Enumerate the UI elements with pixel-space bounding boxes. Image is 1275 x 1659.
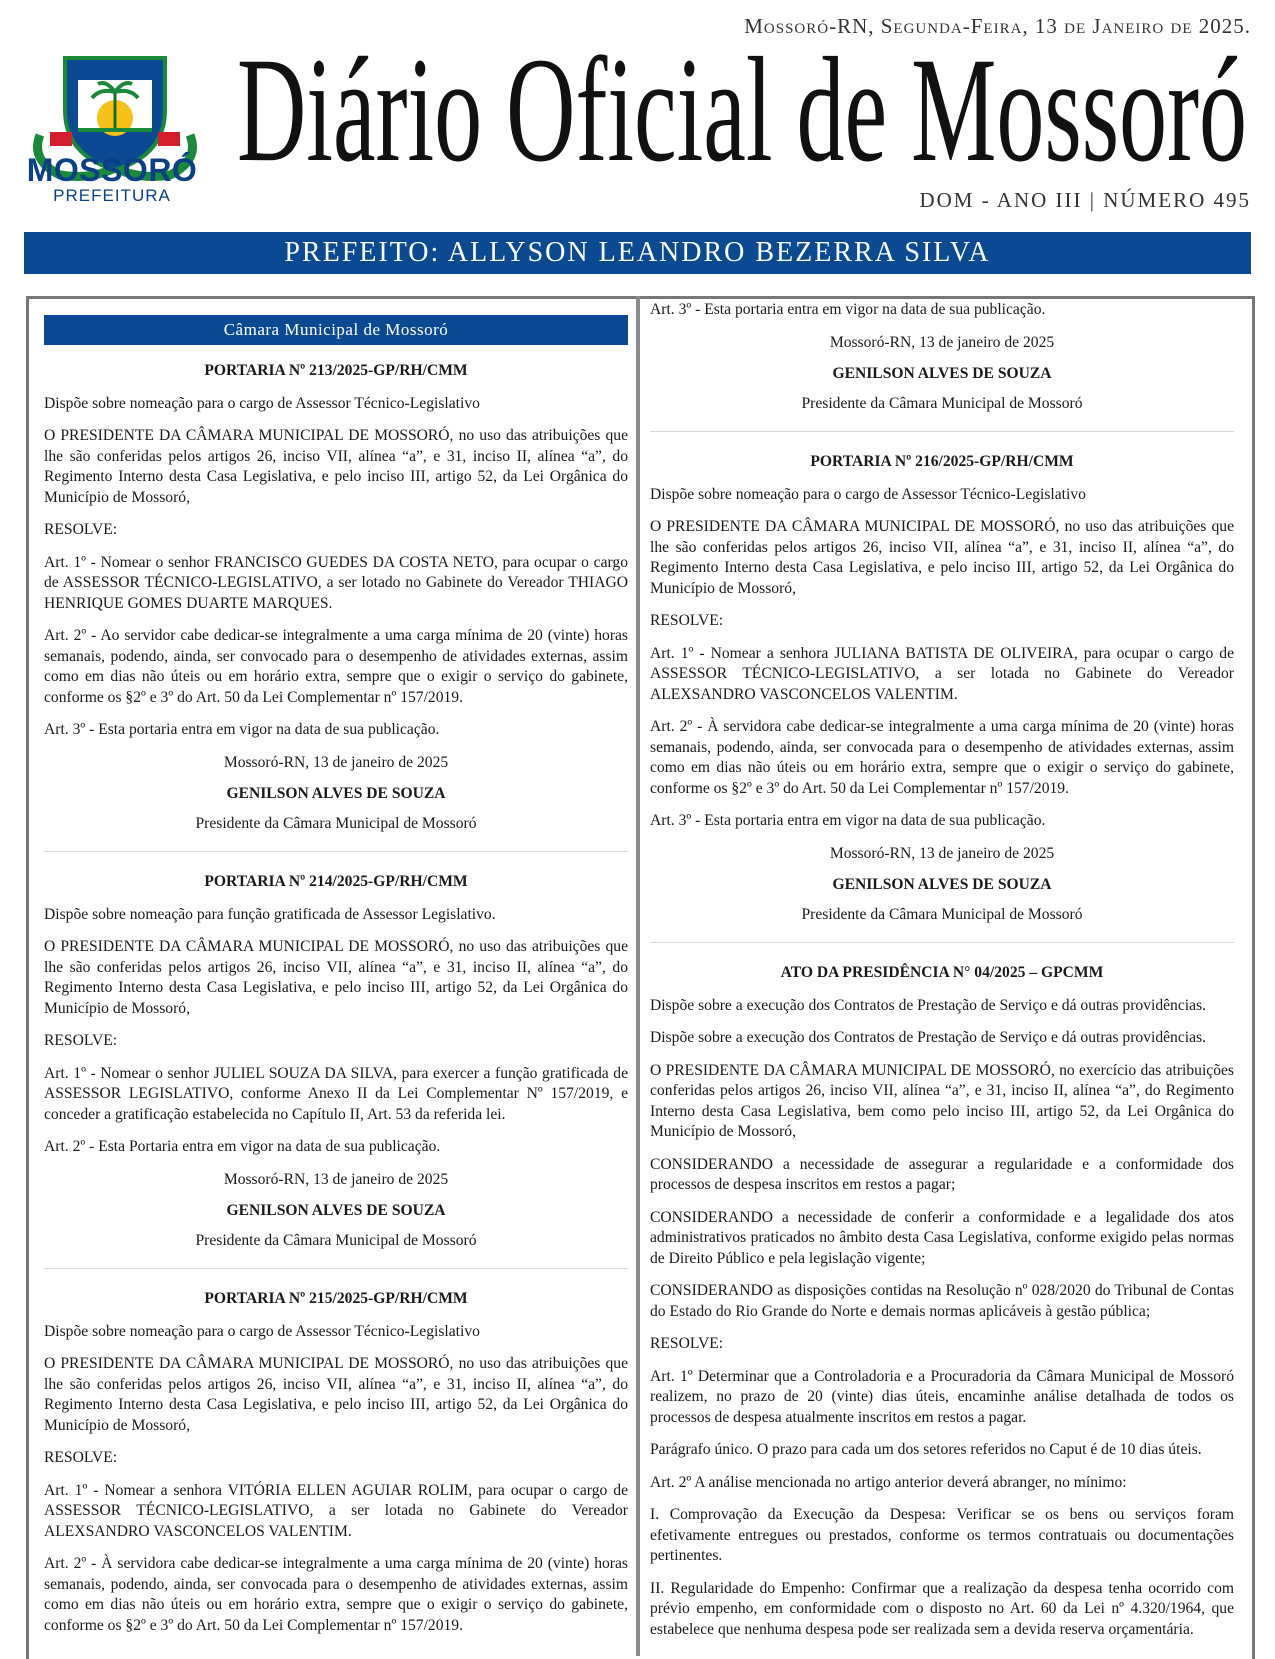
signer-role: Presidente da Câmara Municipal de Mossoró — [195, 815, 477, 832]
article-2: Art. 2º - Esta Portaria entra em vigor na data de sua publicação. — [44, 1138, 441, 1155]
doc-title: PORTARIA Nº 213/2025-GP/RH/CMM — [204, 362, 468, 379]
article-1: Art. 1º - Nomear o senhor JULIEL SOUZA DA SILVA, para exercer a função gratificada de ASSESSOR LEGISLATIVO, conforme Anexo II da Lei Complementar Nº 157/2019, e conceder a gratificação estabelecida no Capítulo II, Art. 53 da referida lei. — [44, 1064, 628, 1123]
right-column — [650, 300, 1234, 1652]
section-header: Câmara Municipal de Mossoró — [44, 315, 628, 345]
summary: Dispõe sobre a execução dos Contratos de Prestação de Serviço e dá outras providências. — [650, 996, 1206, 1014]
mayor-banner — [24, 232, 1251, 274]
signature-date: Mossoró-RN, 13 de janeiro de 2025 — [829, 844, 1055, 862]
resolve: RESOLVE: — [650, 612, 724, 629]
ato-presidencia-04 — [650, 963, 1234, 1640]
separator — [44, 851, 628, 852]
doc-title: PORTARIA Nº 214/2025-GP/RH/CMM — [204, 873, 468, 890]
doc-title: PORTARIA Nº 216/2025-GP/RH/CMM — [810, 453, 1074, 470]
article-2: Art. 2º A análise mencionada no artigo anterior deverá abranger, no mínimo: — [650, 1473, 1127, 1491]
article-2: Art. 2º - Ao servidor cabe dedicar-se integralmente a uma carga mínima de 20 (vinte) horas semanais, podendo, ainda, ser convocado para o desempenho de atividades externas, assim como em dias não úteis ou em horário extra, sempre que o exigir o serviço do gabinete, conforme os §2º e 3º do Art. 50 da Lei Complementar nº 157/2019. — [44, 627, 628, 706]
portaria-215-continued — [650, 300, 1234, 413]
signature-date: Mossoró-RN, 13 de janeiro de 2025 — [223, 753, 449, 771]
edition-number: DOM - ANO III | NÚMERO 495 — [919, 188, 1251, 212]
mayor-name: PREFEITO: ALLYSON LEANDRO BEZERRA SILVA — [284, 237, 991, 268]
summary-repeat: Dispõe sobre a execução dos Contratos de Prestação de Serviço e dá outras providências. — [650, 1029, 1206, 1046]
separator — [650, 942, 1234, 943]
article-1: Art. 1º - Nomear a senhora VITÓRIA ELLEN AGUIAR ROLIM, para ocupar o cargo de ASSESSOR TÉCNICO-LEGISLATIVO, a ser lotada no Gabinete do Vereador ALEXSANDRO VASCONCELOS VALENTIM. — [44, 1481, 628, 1540]
item-1: I. Comprovação da Execução da Despesa: Verificar se os bens ou serviços foram efetivamente entregues ou prestados, conforme os termos contratuais ou documentações pertinentes. — [650, 1506, 1234, 1564]
signer-name: GENILSON ALVES DE SOUZA — [832, 365, 1052, 382]
separator — [650, 431, 1234, 432]
considerando-1: CONSIDERANDO a necessidade de assegurar a regularidade e a conformidade dos processos de despesa inscritos em restos a pagar; — [650, 1155, 1234, 1193]
left-column — [44, 300, 628, 1648]
signer-name: GENILSON ALVES DE SOUZA — [226, 785, 446, 802]
resolve: RESOLVE: — [44, 1449, 118, 1466]
signer-role: Presidente da Câmara Municipal de Mossoró — [195, 1232, 477, 1249]
article-2: Art. 2º - À servidora cabe dedicar-se integralmente a uma carga mínima de 20 (vinte) horas semanais, podendo, ainda, ser convocada para o desempenho de atividades externas, assim como em dias não úteis ou em horário extra, sempre que o exigir o serviço do gabinete, conforme os §2º e 3º do Art. 50 da Lei Complementar nº 157/2019. — [44, 1555, 628, 1634]
portaria-214 — [44, 872, 628, 1250]
separator — [44, 1268, 628, 1269]
doc-title: ATO DA PRESIDÊNCIA N° 04/2025 – GPCMM — [780, 964, 1104, 981]
preamble: O PRESIDENTE DA CÂMARA MUNICIPAL DE MOSSORÓ, no uso das atribuições que lhe são conferidas pelos artigos 26, inciso VII, alínea “a”, e 31, inciso II, alínea “a”, do Regimento Interno desta Casa Legislativa, e pelo inciso III, artigo 52, da Lei Orgânica do Município de Mossoró, — [44, 938, 628, 1017]
article-3: Art. 3º - Esta portaria entra em vigor na data de sua publicação. — [650, 812, 1046, 829]
portaria-213 — [44, 361, 628, 833]
article-3: Art. 3º - Esta portaria entra em vigor na data de sua publicação. — [44, 721, 440, 738]
signer-role: Presidente da Câmara Municipal de Mossoró — [801, 906, 1083, 923]
summary: Dispõe sobre nomeação para o cargo de Assessor Técnico-Legislativo — [44, 1322, 480, 1340]
considerando-2: CONSIDERANDO a necessidade de conferir a conformidade e a legalidade dos atos administrativos praticados no âmbito desta Casa Legislativa, conforme exigido pelas normas de Direito Público e pela legislação vigente; — [650, 1208, 1234, 1267]
svg-text:Diário Oficial de Mossoró: Diário Oficial de Mossoró — [237, 32, 1247, 182]
paragrafo-unico: Parágrafo único. O prazo para cada um dos setores referidos no Caput é de 10 dias úteis. — [650, 1441, 1202, 1458]
article-3: Art. 3º - Esta portaria entra em vigor na data de sua publicação. — [650, 301, 1046, 318]
signature-date: Mossoró-RN, 13 de janeiro de 2025 — [829, 333, 1055, 351]
portaria-216 — [650, 452, 1234, 924]
signer-role: Presidente da Câmara Municipal de Mossoró — [801, 395, 1083, 412]
summary: Dispõe sobre nomeação para o cargo de Assessor Técnico-Legislativo — [650, 485, 1086, 503]
resolve: RESOLVE: — [44, 1032, 118, 1049]
preamble: O PRESIDENTE DA CÂMARA MUNICIPAL DE MOSSORÓ, no uso das atribuições que lhe são conferidas pelos artigos 26, inciso VII, alínea “a”, e 31, inciso II, alínea “a”, do Regimento Interno desta Casa Legislativa, e pelo inciso III, artigo 52, da Lei Orgânica do Município de Mossoró, — [650, 518, 1234, 597]
resolve: RESOLVE: — [44, 521, 118, 538]
portaria-215 — [44, 1289, 628, 1636]
column-divider — [636, 296, 640, 1656]
doc-title: PORTARIA Nº 215/2025-GP/RH/CMM — [204, 1290, 468, 1307]
article-1: Art. 1º - Nomear a senhora JULIANA BATISTA DE OLIVEIRA, para ocupar o cargo de ASSESSOR TÉCNICO-LEGISLATIVO, a ser lotada no Gabinete do Vereador ALEXSANDRO VASCONCELOS VALENTIM. — [650, 644, 1234, 703]
signer-name: GENILSON ALVES DE SOUZA — [832, 876, 1052, 893]
summary: Dispõe sobre nomeação para o cargo de Assessor Técnico-Legislativo — [44, 394, 480, 412]
dateline: Mossoró-RN, Segunda-Feira, 13 de Janeiro de 2025. — [744, 14, 1251, 38]
considerando-3: CONSIDERANDO as disposições contidas na Resolução nº 028/2020 do Tribunal de Contas do Estado do Rio Grande do Norte e demais normas aplicáveis à gestão pública; — [650, 1282, 1234, 1320]
preamble: O PRESIDENTE DA CÂMARA MUNICIPAL DE MOSSORÓ, no uso das atribuições que lhe são conferidas pelos artigos 26, inciso VII, alínea “a”, e 31, inciso II, alínea “a”, do Regimento Interno desta Casa Legislativa, e pelo inciso III, artigo 52, da Lei Orgânica do Município de Mossoró, — [44, 1355, 628, 1434]
article-1: Art. 1º Determinar que a Controladoria e a Procuradoria da Câmara Municipal de Mossoró realizem, no prazo de 20 (vinte) dias úteis, encaminhe análise detalhada de todos os processos de despesa atualmente inscritos em restos a pagar. — [650, 1367, 1234, 1426]
signer-name: GENILSON ALVES DE SOUZA — [226, 1202, 446, 1219]
resolve: RESOLVE: — [650, 1335, 724, 1352]
summary: Dispõe sobre nomeação para função gratificada de Assessor Legislativo. — [44, 905, 496, 923]
item-2: II. Regularidade do Empenho: Confirmar que a realização da despesa tenha ocorrido com prévio empenho, em conformidade com o disposto no Art. 60 da Lei nº 4.320/1964, que estabelece que nenhuma despesa pode ser realizada sem a devida reserva orçamentária. — [650, 1579, 1234, 1638]
article-2: Art. 2º - À servidora cabe dedicar-se integralmente a uma carga mínima de 20 (vinte) horas semanais, podendo, ainda, ser convocada para o desempenho de atividades externas, assim como em dias não úteis ou em horário extra, sempre que o exigir o serviço do gabinete, conforme os §2º e 3º do Art. 50 da Lei Complementar nº 157/2019. — [650, 718, 1234, 797]
logo-wordmark: MOSSORÓ — [26, 152, 198, 188]
article-1: Art. 1º - Nomear o senhor FRANCISCO GUEDES DA COSTA NETO, para ocupar o cargo de ASSESSOR TÉCNICO-LEGISLATIVO, a ser lotado no Gabinete do Vereador THIAGO HENRIQUE GOMES DUARTE MARQUES. — [44, 553, 628, 612]
masthead-title — [232, 32, 1252, 182]
preamble: O PRESIDENTE DA CÂMARA MUNICIPAL DE MOSSORÓ, no uso das atribuições que lhe são conferidas pelos artigos 26, inciso VII, alínea “a”, e 31, inciso II, alínea “a”, do Regimento Interno desta Casa Legislativa, e pelo inciso III, artigo 52, da Lei Orgânica do Município de Mossoró, — [44, 427, 628, 506]
signature-date: Mossoró-RN, 13 de janeiro de 2025 — [223, 1170, 449, 1188]
logo-subtitle: PREFEITURA — [53, 186, 171, 205]
preamble: O PRESIDENTE DA CÂMARA MUNICIPAL DE MOSSORÓ, no exercício das atribuições conferidas pelos artigos 26, inciso VII, alínea “a”, e 31, inciso II, alínea “a”, do Regimento Interno desta Casa Legislativa, bem como pelo inciso III, artigo 52, da Lei Orgânica do Município de Mossoró, — [650, 1061, 1234, 1140]
